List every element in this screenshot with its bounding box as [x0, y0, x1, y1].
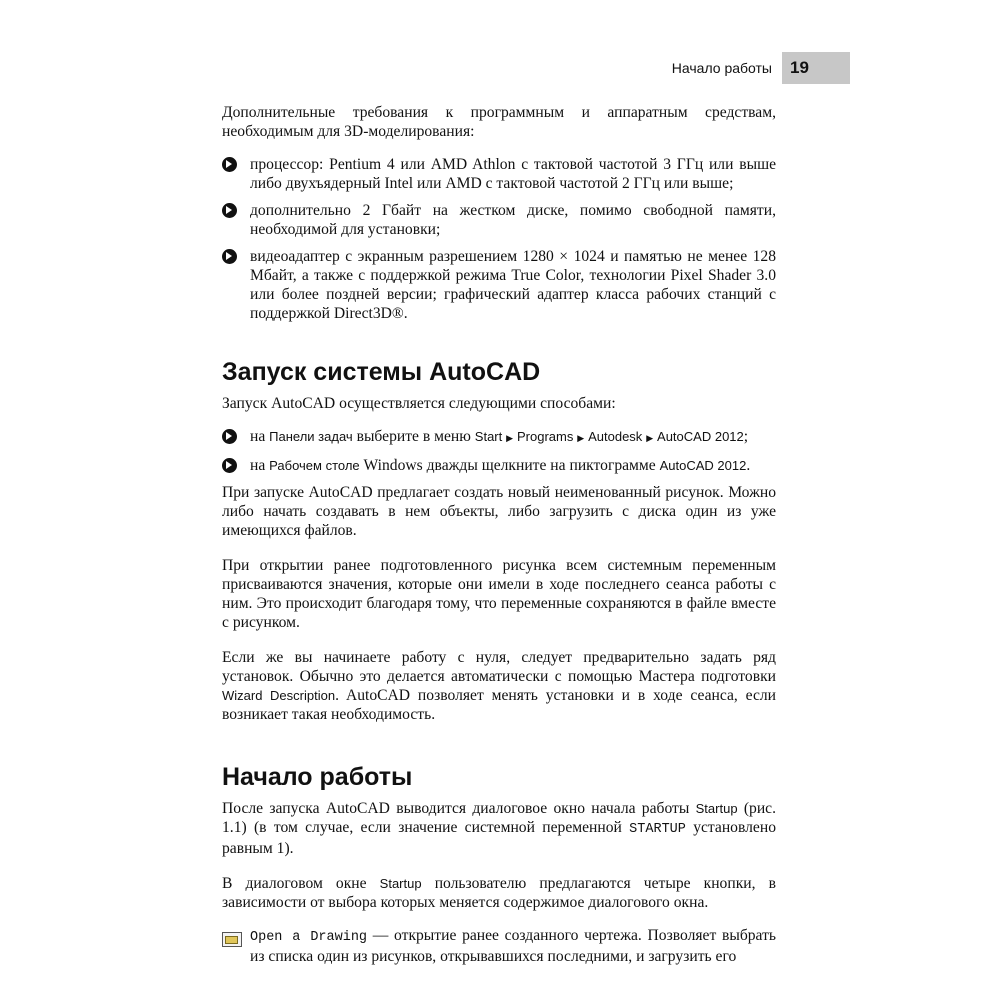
running-header	[640, 52, 850, 84]
startup-term: Startup	[695, 801, 738, 816]
start-paragraph: В диалоговом окне Startup пользователю предлагаются четыре кнопки, в зависимости от выбора которых меняется содержимое диалогового окна.	[222, 875, 776, 911]
launch-paragraph: При открытии ранее подготовленного рисунка всем системным переменным присваиваются значения, которые они имели в ходе последнего сеанса работы с ним. Это происходит благодаря тому, что переменные сохраняются в файле вместе с рисунком.	[222, 557, 776, 631]
page-content	[222, 103, 776, 966]
launch-methods-list	[222, 427, 776, 475]
section-heading-start: Начало работы	[222, 763, 413, 791]
menu-arrow-icon: ▶	[506, 433, 514, 443]
menu-autocad: AutoCAD 2012	[657, 429, 744, 444]
startup-term: Startup	[379, 876, 422, 891]
bullet-icon	[222, 157, 237, 172]
menu-autodesk: Autodesk	[588, 429, 643, 444]
taskbar-term: Панели задач	[269, 429, 353, 444]
bullet-icon	[222, 458, 237, 473]
requirements-list	[222, 155, 776, 323]
launch-paragraph: При запуске AutoCAD предлагает создать новый неименованный рисунок. Можно либо начать создавать в нем объекты, либо загрузить с диска один из уже имеющихся файлов.	[222, 484, 776, 539]
menu-programs: Programs	[517, 429, 574, 444]
bullet-icon	[222, 429, 237, 444]
section-heading-launch: Запуск системы AutoCAD	[222, 358, 541, 386]
open-folder-icon	[222, 932, 242, 947]
launch-paragraph: Если же вы начинаете работу с нуля, следует предварительно задать ряд установок. Обычно это делается автоматически с помощью Мастера подготовки Wizard Description. AutoCAD позволяет менять установки и в ходе сеанса, если возникает такая необходимость.	[222, 649, 776, 723]
desktop-term: Рабочем столе	[269, 458, 360, 473]
list-item: процессор: Pentium 4 или AMD Athlon с тактовой частотой 3 ГГц или выше либо двухъядерный Intel или AMD с тактовой частотой 2 ГГц или выше;	[222, 155, 776, 193]
autocad-shortcut-term: AutoCAD 2012	[659, 458, 747, 473]
open-drawing-paragraph: Open a Drawing — открытие ранее созданного чертежа. Позволяет выбрать из списка один из рисунков, открывавшихся последними, и загрузить его	[222, 926, 776, 966]
system-variable: STARTUP	[629, 822, 686, 837]
menu-arrow-icon: ▶	[646, 433, 654, 443]
list-item: дополнительно 2 Гбайт на жестком диске, помимо свободной памяти, необходимой для установки;	[222, 201, 776, 239]
list-item: на Рабочем столе Windows дважды щелкните на пиктограмме AutoCAD 2012.	[222, 456, 776, 475]
wizard-term: Wizard Description	[222, 688, 336, 703]
requirements-intro: Дополнительные требования к программным и аппаратным средствам, необходимым для 3D-моделирования:	[222, 104, 776, 140]
list-item: видеоадаптер с экранным разрешением 1280 × 1024 и памятью не менее 128 Мбайт, а также с поддержкой режима True Color, технологии Pixel Shader 3.0 или более поздней версии; графический адаптер класса рабочих станций с поддержкой Direct3D®.	[222, 247, 776, 323]
page-number: 19	[782, 52, 850, 84]
open-drawing-term: Open a Drawing	[250, 930, 368, 945]
bullet-icon	[222, 203, 237, 218]
menu-arrow-icon: ▶	[577, 433, 585, 443]
menu-start: Start	[474, 429, 503, 444]
bullet-icon	[222, 249, 237, 264]
start-paragraph: После запуска AutoCAD выводится диалоговое окно начала работы Startup (рис. 1.1) (в том случае, если значение системной переменной STARTUP установлено равным 1).	[222, 800, 776, 857]
list-item: на Панели задач выберите в меню Start ▶ Programs ▶ Autodesk ▶ AutoCAD 2012;	[222, 427, 776, 448]
running-header-section: Начало работы	[671, 60, 772, 76]
launch-lead: Запуск AutoCAD осуществляется следующими способами:	[222, 395, 616, 412]
